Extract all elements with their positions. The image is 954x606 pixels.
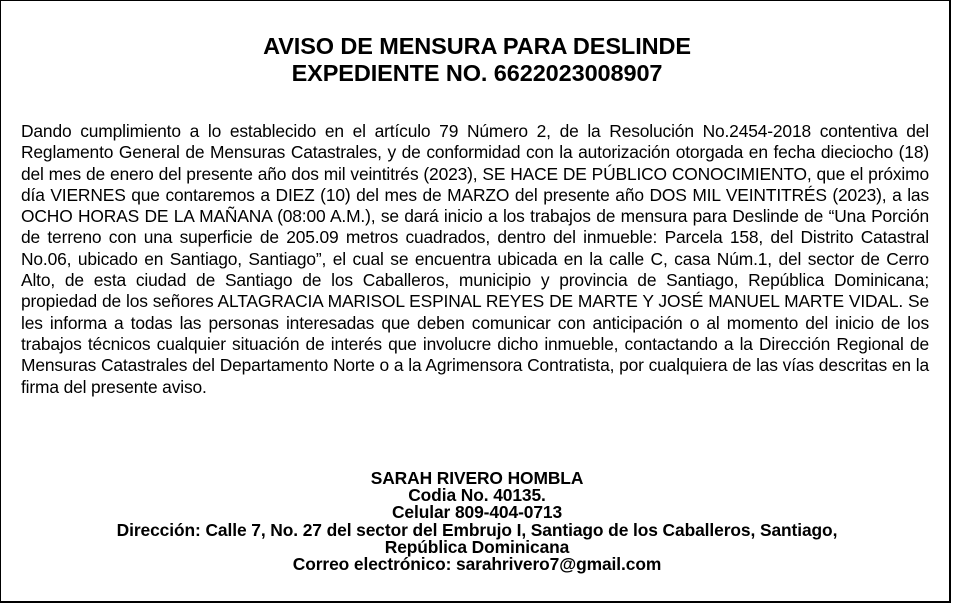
signature-block — [0, 470, 954, 573]
signatory-name: SARAH RIVERO HOMBLA — [370, 468, 584, 488]
notice-file-number: EXPEDIENTE NO. 6622023008907 — [291, 60, 663, 86]
signatory-email: Correo electrónico: sarahrivero7@gmail.com — [292, 554, 662, 575]
notice-body: Dando cumplimiento a lo establecido en el artículo 79 Número 2, de la Resolución No.2454-2018 contentiva del Reglamento General de Mensuras Catastrales, y de conformidad con la autorización otorgada en fecha dieciocho (18) del mes de enero del presente año dos mil veintitrés (2023), SE HACE DE PÚBLICO CONOCIMIENTO, que el próximo día VIERNES que contaremos a DIEZ (10) del mes de MARZO del presente año DOS MIL VEINTITRÉS (2023), a las OCHO HORAS DE LA MAÑANA (08:00 A.M.), se dará inicio a los trabajos de mensura para Deslinde de “Una Porción de terreno con una superficie de 205.09 metros cuadrados, dentro del inmueble: Parcela 158, del Distrito Catastral No.06, ubicado en Santiago, Santiago”, el cual se encuentra ubicada en la calle C, casa Núm.1, del sector de Cerro Alto, de esta ciudad de Santiago de los Caballeros, municipio y provincia de Santiago, República Dominicana; propiedad de los señores ALTAGRACIA MARISOL ESPINAL REYES DE MARTE Y JOSÉ MANUEL MARTE VIDAL. Se les informa a todas las personas interesadas que deben comunicar con anticipación o al momento del inicio de los trabajos técnicos cualquier situación de interés que involucre dicho inmueble, contactando a la Dirección Regional de Mensuras Catastrales del Departamento Norte o a la Agrimensora Contratista, por cualquiera de las vías descritas en la firma del presente aviso. — [21, 121, 929, 397]
signatory-codia: Codia No. 40135. — [408, 485, 546, 506]
notice-header — [0, 33, 954, 87]
signatory-address: Dirección: Calle 7, No. 27 del sector del Embrujo I, Santiago de los Caballeros, Santiago, — [116, 519, 838, 540]
signatory-phone: Celular 809-404-0713 — [391, 502, 563, 523]
signatory-address-country: República Dominicana — [384, 536, 570, 557]
notice-title: AVISO DE MENSURA PARA DESLINDE — [263, 33, 691, 59]
